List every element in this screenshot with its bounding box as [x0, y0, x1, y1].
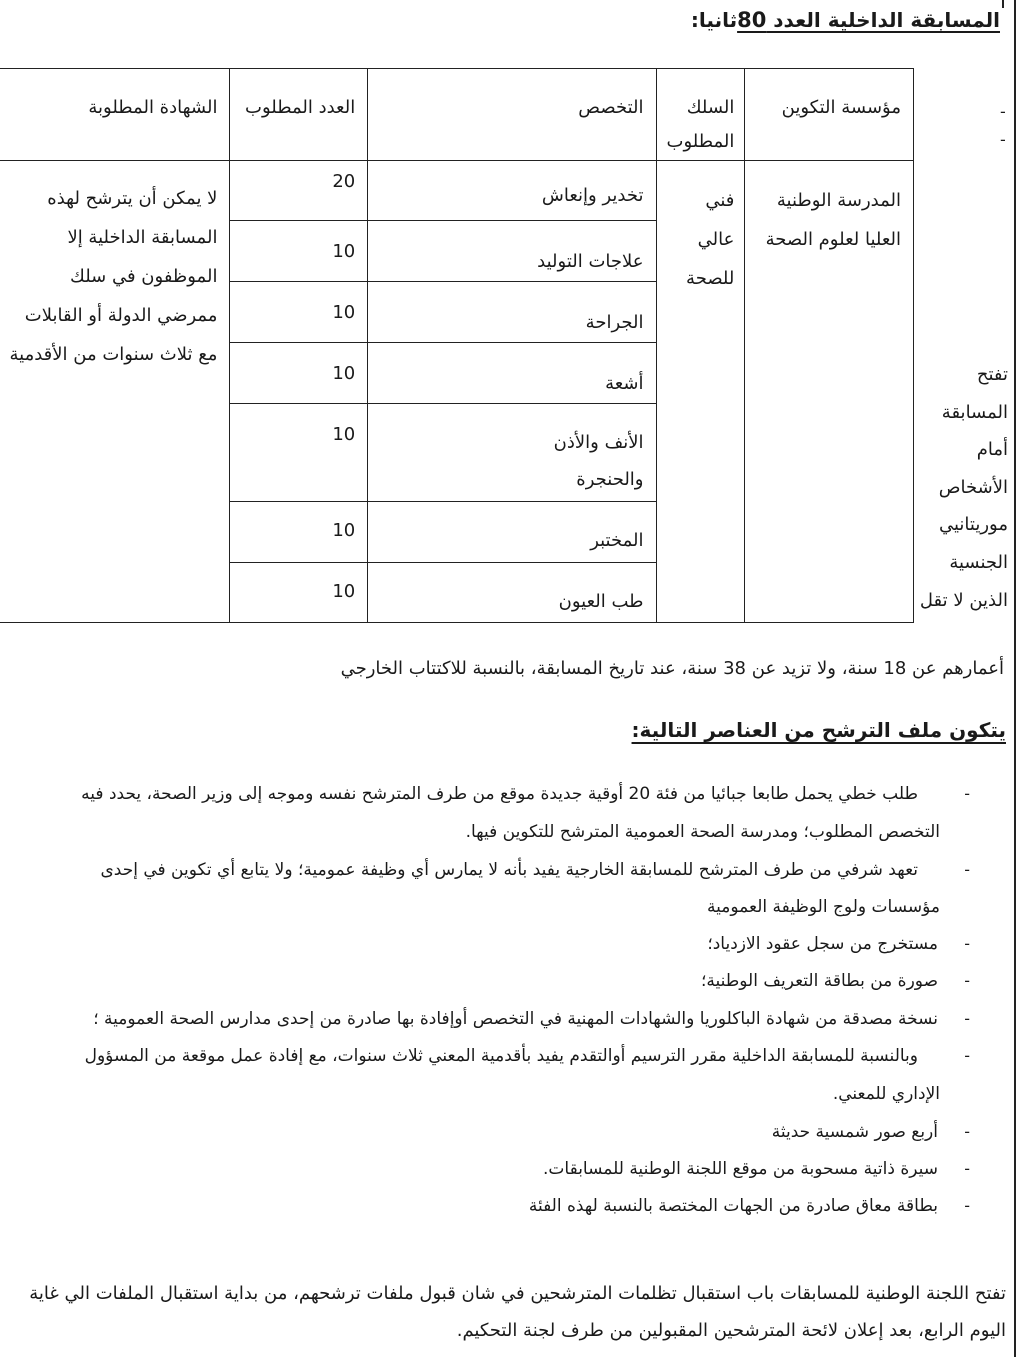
- footer-line-2: اليوم الرابع، بعد إعلان لائحة المترشحين المقبولين من طرف لجنة التحكيم.: [456, 1320, 1006, 1341]
- corps-cell: فني عالي للصحة: [656, 161, 745, 623]
- eligibility-side-text: تفتح المسابقة أمام الأشخاص موريتانيي الجنسية الذين لا تقل: [919, 364, 1008, 611]
- heading-part1: المسابقة الداخلية العدد: [766, 8, 1000, 32]
- specialty-cell: الأنف والأذن والحنجرة: [368, 404, 656, 502]
- file-components-heading: يتكون ملف الترشح من العناصر التالية:: [631, 718, 1006, 742]
- specialty-cell: تخدير وإنعاش: [368, 161, 656, 221]
- specialty-cell: طب العيون: [368, 563, 656, 623]
- margin-dash: -: [1000, 130, 1006, 149]
- specialty-cell: أشعة: [368, 343, 656, 404]
- competition-table: [0, 68, 914, 623]
- header-corps: السلك المطلوب: [656, 69, 745, 161]
- table-header-row: [0, 69, 914, 161]
- heading-part2: ثانيا:: [690, 8, 738, 32]
- header-count: العدد المطلوب: [230, 69, 368, 161]
- specialty-cell: علاجات التوليد: [368, 221, 656, 282]
- certificate-cell: لا يمكن أن يترشح لهذه المسابقة الداخلية إلا الموظفون في سلك ممرضي الدولة أو القابلات مع ثلاث سنوات من الأقدمية: [0, 161, 230, 623]
- page-border: [1014, 0, 1016, 1357]
- age-requirement-line: أعمارهم عن 18 سنة، ولا تزيد عن 38 سنة، عند تاريخ المسابقة، بالنسبة للاكتتاب الخارجي: [340, 658, 1004, 679]
- margin-dash: -: [1000, 102, 1006, 121]
- heading-number: 80: [737, 8, 767, 32]
- count-cell: 10: [230, 282, 368, 343]
- count-cell: 10: [230, 404, 368, 502]
- count-cell: 10: [230, 343, 368, 404]
- specialty-cell: الجراحة: [368, 282, 656, 343]
- count-cell: 10: [230, 502, 368, 563]
- competition-heading: [691, 8, 1000, 32]
- institution-cell: المدرسة الوطنية العليا لعلوم الصحة: [745, 161, 914, 623]
- specialty-cell: المختبر: [368, 502, 656, 563]
- count-cell: 10: [230, 221, 368, 282]
- count-cell: 20: [230, 161, 368, 221]
- header-certificate: الشهادة المطلوبة: [0, 69, 230, 161]
- header-specialty: التخصص: [368, 69, 656, 161]
- header-institution: مؤسسة التكوين: [745, 69, 914, 161]
- table-row: [0, 161, 914, 221]
- page-edge-tick: [1002, 0, 1004, 8]
- footer-line-1: تفتح اللجنة الوطنية للمسابقات باب استقبال تظلمات المترشحين في شان قبول ملفات ترشحهم، من بداية استقبال الملفات الي غاية: [29, 1283, 1006, 1304]
- count-cell: 10: [230, 563, 368, 623]
